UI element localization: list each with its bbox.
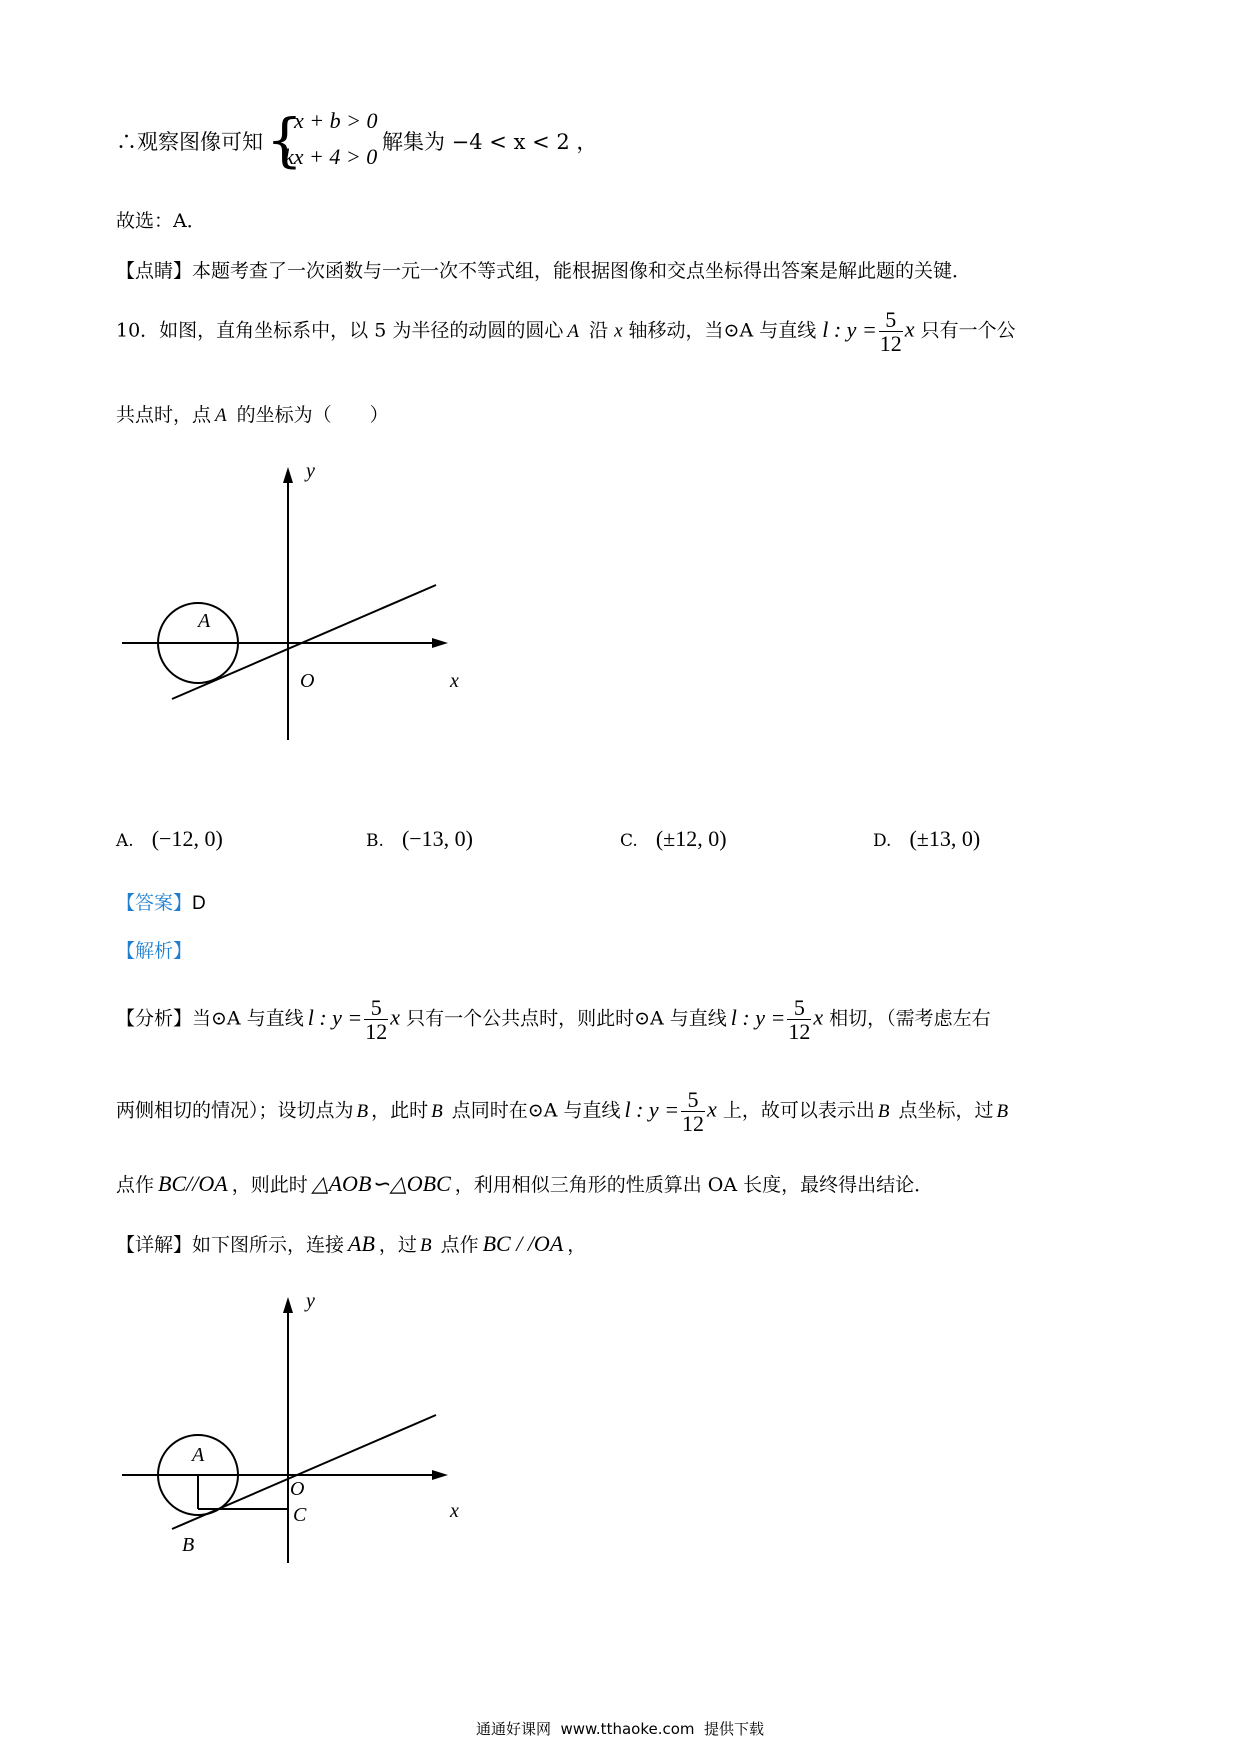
fenxi-text-a: 当⊙A 与直线	[192, 1007, 304, 1030]
question-10-line2	[116, 400, 389, 427]
q10-text-a: 10．如图，直角坐标系中，以 5 为半径的动圆的圆心	[116, 319, 564, 342]
dianjing-tag: 【点睛】	[116, 260, 193, 282]
option-b-letter: B.	[366, 831, 384, 851]
dianjing-text: 本题考查了一次函数与一元一次不等式组，能根据图像和交点坐标得出答案是解此题的关键．	[192, 260, 972, 282]
brace: {	[266, 106, 303, 174]
fenxi-l2-x: x	[707, 1096, 717, 1122]
fenxi-l3-m2: △AOB∽△OBC	[311, 1171, 451, 1196]
fenxi-frac-num: 5	[370, 995, 382, 1020]
fenxi-l2-frac-den: 12	[682, 1111, 705, 1137]
label-c-2: C	[293, 1504, 307, 1526]
q10-fraction-num: 5	[885, 307, 897, 332]
x-axis-arrow	[432, 638, 448, 648]
fenxi-l2-frac	[681, 1088, 705, 1135]
fenxi-l2-d: 上，故可以表示出	[716, 1099, 875, 1122]
q10-text-b: 沿	[582, 319, 615, 342]
line1-suffix: 解集为 −4 < x < 2 ，	[382, 130, 598, 154]
x-axis-2-arrow	[432, 1470, 448, 1480]
fenxi-l2-frac-num: 5	[687, 1087, 699, 1112]
label-b-2: B	[182, 1534, 195, 1556]
fenxi-frac	[364, 996, 388, 1043]
line1-prefix: ∴观察图像可知	[116, 130, 263, 154]
option-a-value: (−12, 0)	[151, 826, 223, 851]
xiangjie-line	[116, 1230, 586, 1257]
question-10-line1	[116, 308, 1016, 355]
label-o: O	[300, 670, 315, 692]
fenxi-l2-b4: B	[996, 1100, 1009, 1122]
option-c-value: (±12, 0)	[655, 826, 727, 851]
option-a-letter: A.	[116, 831, 134, 851]
q10-line2-b: 的坐标为（ ）	[230, 404, 389, 426]
fenxi-eq2: l : y =	[730, 1004, 786, 1030]
fenxi-x: x	[390, 1004, 401, 1030]
fenxi-x2: x	[813, 1004, 824, 1030]
answer-tag: 【答案】	[116, 892, 193, 914]
fenxi-line1	[116, 996, 991, 1043]
option-d-value: (±13, 0)	[909, 826, 981, 851]
fenxi-frac2-den: 12	[788, 1019, 811, 1045]
q10-text-c: 轴移动，当⊙A 与直线	[622, 319, 817, 342]
fenxi-l2-b3: B	[877, 1100, 890, 1122]
label-y: y	[306, 460, 315, 482]
label-o-2: O	[290, 1478, 305, 1500]
xiangjie-a: 如下图所示，连接	[192, 1234, 345, 1256]
label-a: A	[198, 610, 211, 632]
q10-equation: l : y =	[822, 316, 877, 342]
fenxi-line3	[116, 1170, 933, 1197]
q10-text-d: 只有一个公	[914, 319, 1016, 342]
y-axis-2-arrow	[283, 1297, 293, 1313]
fenxi-l3-b: ，则此时	[231, 1174, 308, 1196]
fenxi-tag: 【分析】	[116, 1007, 193, 1030]
q10-var-x2: x	[904, 316, 915, 342]
fenxi-frac-den: 12	[365, 1019, 388, 1045]
fenxi-l3-m1: BC//OA	[158, 1171, 228, 1196]
fenxi-text-b: 只有一个公共点时，则此时⊙A 与直线	[400, 1007, 727, 1030]
dianjing-line	[116, 256, 971, 283]
q10-var-a: A	[567, 320, 579, 342]
fenxi-l2-b: ，此时	[371, 1099, 429, 1122]
figure-2	[110, 1285, 470, 1575]
inequality-1: x + b > 0	[294, 108, 378, 133]
q10-line2-var: A	[215, 405, 227, 426]
answer-line	[116, 888, 206, 915]
inequality-2: kx + 4 > 0	[284, 144, 378, 169]
option-b[interactable]	[366, 826, 473, 852]
fenxi-frac2	[787, 996, 811, 1043]
analysis-tag: 【解析】	[116, 940, 193, 962]
option-d-letter: D.	[873, 831, 892, 851]
option-c[interactable]	[620, 826, 727, 852]
fenxi-l3-a: 点作	[116, 1174, 155, 1196]
label-a-2: A	[192, 1444, 205, 1466]
q10-var-x: x	[614, 320, 623, 342]
fenxi-frac2-num: 5	[793, 995, 805, 1020]
fenxi-l2-c: 点同时在⊙A 与直线	[445, 1099, 621, 1122]
fenxi-l2-b1: B	[356, 1100, 369, 1122]
fenxi-l2-eq: l : y =	[624, 1096, 680, 1122]
xiangjie-m2: B	[419, 1235, 432, 1256]
option-b-value: (−13, 0)	[401, 826, 474, 851]
xiangjie-d: ，	[567, 1234, 587, 1256]
option-a[interactable]	[116, 826, 223, 852]
q10-fraction-den: 12	[879, 331, 902, 357]
q10-line2-a: 共点时，点	[116, 404, 212, 426]
label-x-2: x	[450, 1500, 459, 1522]
xiangjie-b: ，过	[378, 1234, 417, 1256]
answer-value: D	[192, 893, 206, 914]
xiangjie-tag: 【详解】	[116, 1234, 193, 1256]
xiangjie-c: 点作	[434, 1234, 479, 1256]
label-x: x	[450, 670, 459, 692]
fenxi-line2	[116, 1088, 1008, 1135]
fenxi-l2-b2: B	[431, 1100, 443, 1122]
option-d[interactable]	[873, 826, 980, 852]
fenxi-l2-a: 两侧相切的情况）；设切点为	[116, 1099, 354, 1122]
figure-1	[110, 455, 470, 755]
xiangjie-m1: AB	[348, 1231, 375, 1256]
fenxi-l3-c: ，利用相似三角形的性质算出 OA 长度，最终得出结论．	[454, 1174, 934, 1196]
choice-text: 故选：A．	[116, 210, 206, 232]
option-c-letter: C.	[620, 831, 638, 851]
fenxi-l2-e: 点坐标，过	[892, 1099, 994, 1122]
fenxi-text-c: 相切，（需考虑左右	[823, 1007, 991, 1030]
y-axis-arrow	[283, 467, 293, 483]
q10-fraction	[879, 308, 903, 355]
fenxi-eq: l : y =	[307, 1004, 363, 1030]
label-y-2: y	[306, 1290, 315, 1312]
footer: 通通好课网 www.tthaoke.com 提供下载	[475, 1720, 765, 1738]
xiangjie-m3: BC / /OA	[482, 1231, 564, 1256]
